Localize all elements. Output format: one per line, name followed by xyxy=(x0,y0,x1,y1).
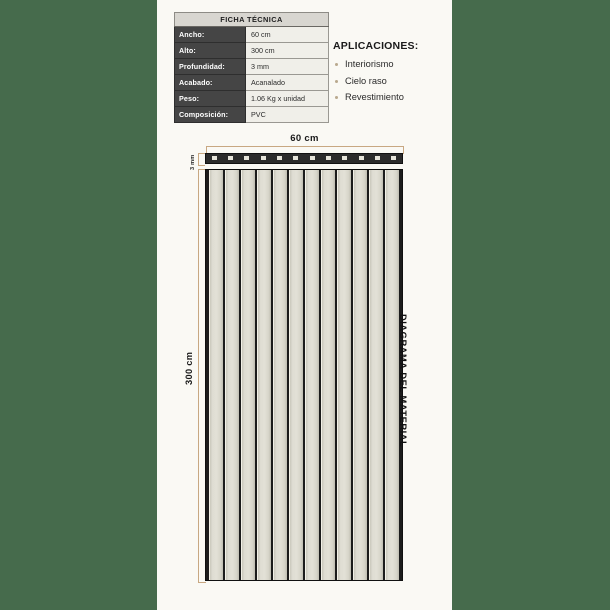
spec-value-acabado: Acanalado xyxy=(246,75,329,91)
table-row xyxy=(175,107,329,123)
edge-notch xyxy=(391,156,396,160)
edge-notch xyxy=(228,156,233,160)
spec-table-title: FICHA TÉCNICA xyxy=(175,13,329,27)
spec-value-ancho: 60 cm xyxy=(246,27,329,43)
edge-notch xyxy=(261,156,266,160)
spec-table xyxy=(174,12,329,123)
spec-table-body xyxy=(175,13,329,123)
left-green-band xyxy=(0,0,157,610)
panel-slat xyxy=(209,170,222,580)
spec-value-alto: 300 cm xyxy=(246,43,329,59)
edge-notch xyxy=(342,156,347,160)
applications-list xyxy=(333,59,451,103)
spec-value-composicion: PVC xyxy=(246,107,329,123)
edge-notch xyxy=(244,156,249,160)
edge-notch xyxy=(375,156,380,160)
thickness-dimension-bracket xyxy=(198,153,205,166)
width-dimension-label: 60 cm xyxy=(290,133,319,144)
list-item: Revestimiento xyxy=(333,92,451,102)
panel-slat xyxy=(257,170,270,580)
spec-key-composicion: Composición: xyxy=(175,107,246,123)
edge-notch xyxy=(359,156,364,160)
edge-notch-group xyxy=(206,156,402,160)
slatted-panel xyxy=(205,169,403,581)
applications-title: APLICACIONES: xyxy=(333,40,419,52)
table-row xyxy=(175,59,329,75)
panel-slat xyxy=(289,170,302,580)
material-diagram xyxy=(157,133,452,603)
edge-notch xyxy=(212,156,217,160)
panel-slat xyxy=(369,170,382,580)
diagram-caption: DIAGRAMA DEL MATERIAL xyxy=(398,314,408,448)
table-row xyxy=(175,75,329,91)
edge-notch xyxy=(310,156,315,160)
right-green-band xyxy=(452,0,610,610)
table-row xyxy=(175,27,329,43)
table-row xyxy=(175,91,329,107)
edge-notch xyxy=(293,156,298,160)
thickness-dimension-label: 3 mm xyxy=(190,154,196,170)
list-item: Interiorismo xyxy=(333,59,451,69)
panel-slat xyxy=(241,170,254,580)
panel-slat xyxy=(225,170,238,580)
spec-value-peso: 1.06 Kg x unidad xyxy=(246,91,329,107)
panel-slat xyxy=(321,170,334,580)
spec-key-peso: Peso: xyxy=(175,91,246,107)
spec-value-profundidad: 3 mm xyxy=(246,59,329,75)
spec-key-alto: Alto: xyxy=(175,43,246,59)
applications-section xyxy=(333,40,451,109)
height-dimension-label: 300 cm xyxy=(184,351,194,385)
table-row xyxy=(175,43,329,59)
spec-sheet-canvas xyxy=(157,0,452,610)
panel-slat xyxy=(305,170,318,580)
spec-key-acabado: Acabado: xyxy=(175,75,246,91)
edge-notch xyxy=(277,156,282,160)
list-item: Cielo raso xyxy=(333,76,451,86)
spec-key-ancho: Ancho: xyxy=(175,27,246,43)
panel-slat xyxy=(273,170,286,580)
spec-key-profundidad: Profundidad: xyxy=(175,59,246,75)
spec-table-header-row xyxy=(175,13,329,27)
edge-notch xyxy=(326,156,331,160)
panel-slat xyxy=(337,170,350,580)
panel-slat xyxy=(353,170,366,580)
panel-edge-profile xyxy=(205,153,403,164)
